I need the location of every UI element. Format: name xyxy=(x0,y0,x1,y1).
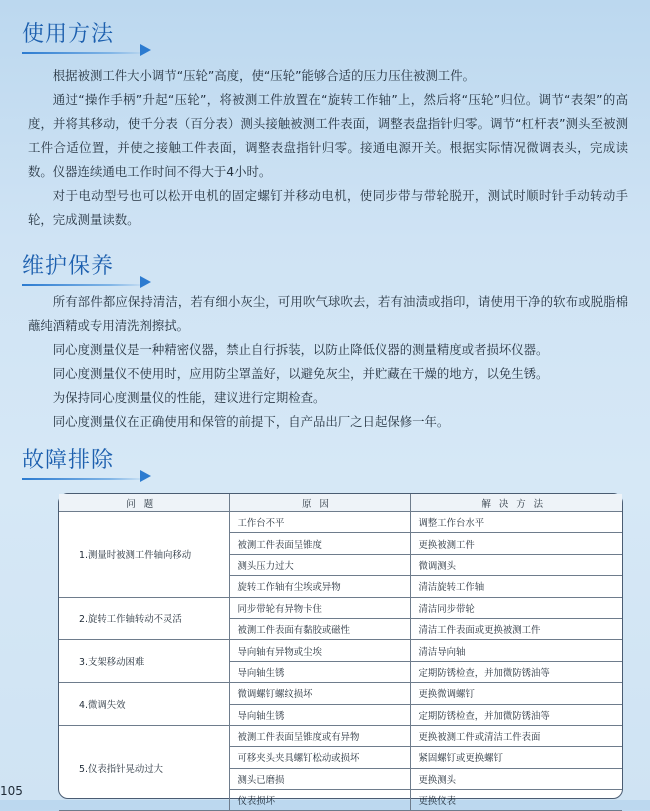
cause-cell: 测头压力过大 xyxy=(229,554,410,575)
section-troubleshooting-heading xyxy=(22,446,114,480)
cause-cell: 旋转工作轴有尘埃或异物 xyxy=(229,576,410,597)
paragraph: 通过“操作手柄”升起“压轮”，将被测工件放置在“旋转工作轴”上，然后将“压轮”归位。调节“表架”的高度，并将其移动，使千分表（百分表）测头接触被测工件表面，调整表盘指针归零。调节“杠杆表”测头至被测工件合适位置，并使之接触工件表面，调整表盘指针归零。接通电源开关。根据实际情况微调表头，完成读数。仪器连续通电工作时间不得大于4小时。 xyxy=(28,92,628,179)
solution-cell: 更换被测工件或清洁工件表面 xyxy=(410,725,622,746)
solution-cell: 微调测头 xyxy=(410,554,622,575)
heading-underline xyxy=(22,52,147,54)
paragraph: 同心度测量仪不使用时，应用防尘罩盖好，以避免灰尘，并贮藏在干燥的地方，以免生锈。 xyxy=(52,366,549,381)
solution-cell: 定期防锈检查，并加微防锈油等 xyxy=(410,661,622,682)
cause-cell: 被测工件表面呈锥度 xyxy=(229,533,410,554)
heading-arrow-icon xyxy=(140,470,151,482)
section-usage-heading xyxy=(22,20,114,54)
section-maintenance-heading xyxy=(22,252,114,286)
header-problem: 问题 xyxy=(59,494,229,512)
cause-cell: 导向轴生锈 xyxy=(229,704,410,725)
solution-cell: 紧固螺钉或更换螺钉 xyxy=(410,747,622,768)
cause-cell: 被测工件表面有黏胶或磁性 xyxy=(229,618,410,639)
cause-cell: 测头已磨损 xyxy=(229,768,410,789)
problem-cell: 3.支架移动困难 xyxy=(59,640,229,683)
paragraph: 根据被测工件大小调节“压轮”高度，使“压轮”能够合适的压力压住被测工件。 xyxy=(52,68,475,83)
page-number: 105 xyxy=(0,784,23,798)
paragraph: 为保持同心度测量仪的性能，建议进行定期检查。 xyxy=(52,390,326,405)
table-row xyxy=(59,512,622,533)
cause-cell: 被测工件表面呈锥度或有异物 xyxy=(229,725,410,746)
heading-arrow-icon xyxy=(140,44,151,56)
paragraph: 同心度测量仪在正确使用和保管的前提下，自产品出厂之日起保修一年。 xyxy=(52,414,450,429)
section-title: 使用方法 xyxy=(22,22,115,47)
problem-cell: 1.测量时被测工件轴向移动 xyxy=(59,512,229,598)
cause-cell: 工作台不平 xyxy=(229,512,410,533)
paragraph: 所有部件都应保持清洁，若有细小灰尘，可用吹气球吹去，若有油渍或指印，请使用干净的软布或脱脂棉蘸纯酒精或专用清洗剂擦拭。 xyxy=(28,294,628,333)
table-row xyxy=(59,683,622,704)
cause-cell: 导向轴有异物或尘埃 xyxy=(229,640,410,661)
solution-cell: 更换微调螺钉 xyxy=(410,683,622,704)
heading-underline xyxy=(22,284,147,286)
heading-arrow-icon xyxy=(140,276,151,288)
solution-cell: 更换被测工件 xyxy=(410,533,622,554)
cause-cell: 可移夹头夹具螺钉松动或损坏 xyxy=(229,747,410,768)
paragraph: 对于电动型号也可以松开电机的固定螺钉并移动电机，使同步带与带轮脱开，测试时顺时针手动转动手轮，完成测量读数。 xyxy=(28,188,628,227)
cause-cell: 微调螺钉螺纹损坏 xyxy=(229,683,410,704)
solution-cell: 清洁旋转工作轴 xyxy=(410,576,622,597)
section-maintenance-body xyxy=(28,290,628,434)
problem-cell: 5.仪表指针晃动过大 xyxy=(59,725,229,811)
solution-cell: 定期防锈检查，并加微防锈油等 xyxy=(410,704,622,725)
cause-cell: 同步带轮有异物卡住 xyxy=(229,597,410,618)
solution-cell: 更换测头 xyxy=(410,768,622,789)
solution-cell: 更换仪表 xyxy=(410,790,622,811)
troubleshooting-table xyxy=(58,493,623,808)
header-solution: 解决方法 xyxy=(410,494,622,512)
solution-cell: 清洁工件表面或更换被测工件 xyxy=(410,618,622,639)
table-row xyxy=(59,725,622,746)
cause-cell: 导向轴生锈 xyxy=(229,661,410,682)
paragraph: 同心度测量仪是一种精密仪器，禁止自行拆装，以防止降低仪器的测量精度或者损坏仪器。 xyxy=(52,342,549,357)
solution-cell: 清洁导向轴 xyxy=(410,640,622,661)
section-title: 故障排除 xyxy=(22,448,115,473)
solution-cell: 清洁同步带轮 xyxy=(410,597,622,618)
header-cause: 原因 xyxy=(229,494,410,512)
table-row xyxy=(59,597,622,618)
cause-cell: 仪表损坏 xyxy=(229,790,410,811)
table-header-row xyxy=(59,494,622,512)
heading-underline xyxy=(22,478,147,480)
table-row xyxy=(59,640,622,661)
problem-cell: 4.微调失效 xyxy=(59,683,229,726)
problem-cell: 2.旋转工作轴转动不灵活 xyxy=(59,597,229,640)
section-title: 维护保养 xyxy=(22,254,115,279)
section-usage-body xyxy=(28,64,628,232)
solution-cell: 调整工作台水平 xyxy=(410,512,622,533)
